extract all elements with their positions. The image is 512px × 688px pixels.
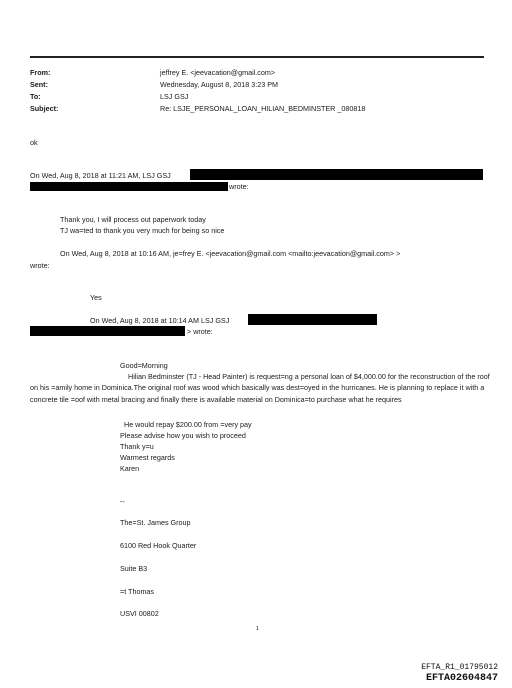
advise-line: Please advise how you wish to proceed [120,431,246,440]
quote2-header: On Wed, Aug 8, 2018 at 10:16 AM, je=frey E. <jeevacation@gmail.com <mailto:jeevacation@gmail.com> > [60,249,401,258]
regards-line: Warmest regards [120,453,175,462]
msg1-line2: TJ wa=ted to thank you very much for being so nice [60,226,225,235]
quote3-header: On Wed, Aug 8, 2018 at 10:14 AM LSJ GSJ [90,316,230,325]
subject-label: Subject: [30,104,59,113]
quote2-wrote: wrote: [30,261,50,270]
from-label: From: [30,68,51,77]
bates-stamp-secondary: EFTA02604847 [425,673,498,684]
bates-stamp-primary: EFTA_R1_01795012 [421,663,498,672]
to-label: To: [30,92,41,101]
page-number: 1 [256,626,260,632]
redaction-box [30,182,228,191]
signature-org: The=St. James Group [120,518,191,527]
loan-paragraph: Hilian Bedminster (TJ - Head Painter) is request=ng a personal loan of $4,000.00 for the reconstruction of the roof on his =amily home in Dominica.The original roof was wood which basically was dest=oyed in the hurricanes. He is planning to replace it with a concrete tile =oof with metal bracing and finally there is available material on Dominica=to purchase what he requires [30,372,490,404]
signature-address2: Suite B3 [120,564,148,573]
msg2: Yes [90,293,102,302]
quote3-wrote: > wrote: [187,327,213,336]
reply-ok: ok [30,138,38,147]
sender-name: Karen [120,464,140,473]
subject-value: Re: LSJE_PERSONAL_LOAN_HILIAN_BEDMINSTER _080818 [160,104,366,113]
sent-label: Sent: [30,80,48,89]
sent-value: Wednesday, August 8, 2018 3:23 PM [160,80,279,89]
redaction-box [248,314,377,325]
redaction-box [190,169,483,180]
signature-zip: USVI 00802 [120,609,159,618]
header-rule [30,56,484,58]
thanks-line: Thank y=u [120,442,154,451]
greeting: Good=Morning [120,361,168,370]
to-value: LSJ GSJ [160,92,189,101]
signature-city: =t Thomas [120,587,155,596]
from-value: jeffrey E. <jeevacation@gmail.com> [160,68,276,77]
repay-line: He would repay $200.00 from =very pay [124,420,252,429]
signature-separator: -- [120,497,125,506]
signature-address1: 6100 Red Hook Quarter [120,541,197,550]
msg1-line1: Thank you, I will process out paperwork today [60,215,206,224]
quote1-header: On Wed, Aug 8, 2018 at 11:21 AM, LSJ GSJ [30,171,171,180]
quote1-wrote: wrote: [229,182,249,191]
redaction-box [30,326,185,336]
